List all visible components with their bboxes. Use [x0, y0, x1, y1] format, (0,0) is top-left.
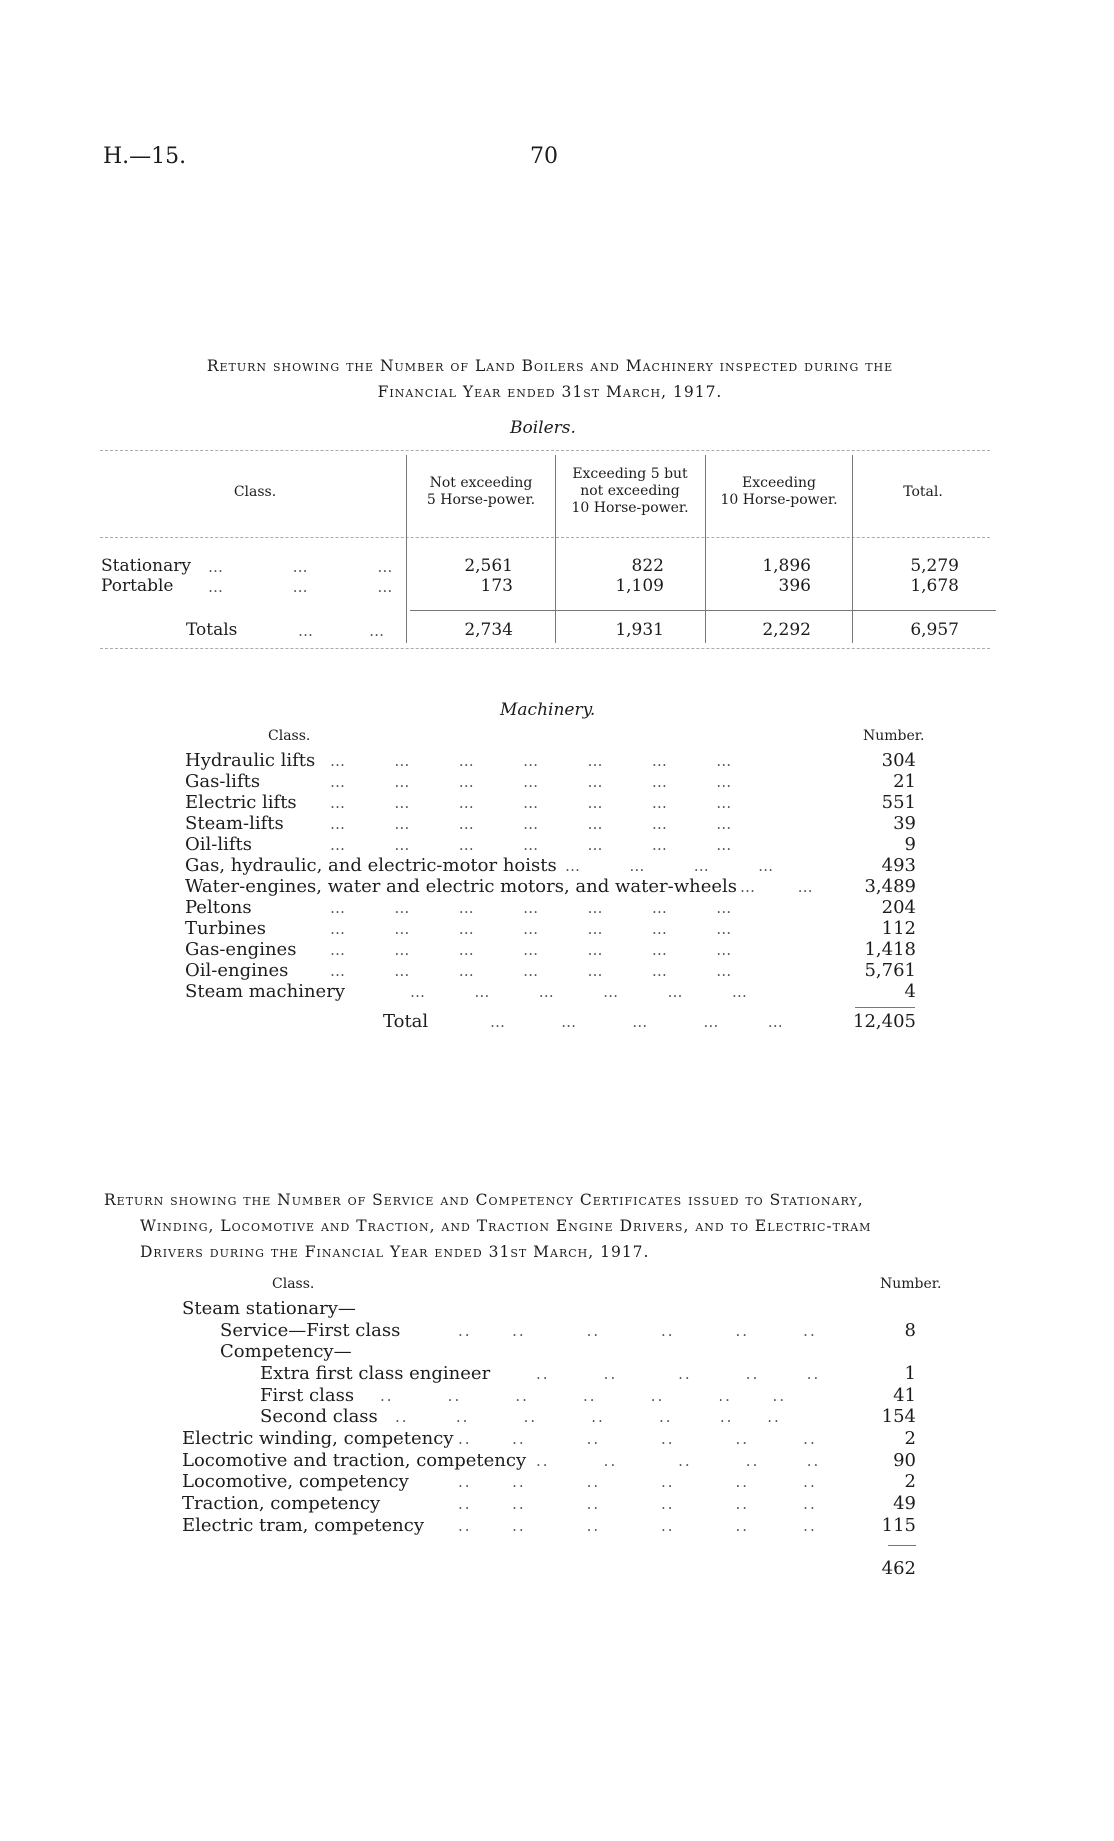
boilers-col-class: Class. — [233, 484, 277, 500]
certificates-total: 462 — [881, 1558, 916, 1579]
boilers-col-exceeding-10hp: Exceeding 10 Horse-power. — [720, 475, 838, 508]
boilers-col-total: Total. — [903, 484, 943, 500]
document-reference: H.—15. — [103, 144, 187, 169]
machinery-number-header: Number. — [863, 728, 925, 744]
boilers-col-not-exceeding-5hp: Not exceeding 5 Horse-power. — [426, 475, 536, 508]
boilers-title-line2: Financial Year ended 31st March, 1917. — [377, 383, 723, 401]
certificates-number-header: Number. — [880, 1276, 942, 1292]
certificates-class-header: Class. — [272, 1276, 315, 1292]
boilers-section-heading: Boilers. — [510, 418, 576, 438]
machinery-section-heading: Machinery. — [500, 700, 596, 720]
machinery-class-header: Class. — [268, 728, 311, 744]
page-number: 70 — [530, 144, 558, 169]
boilers-col-5-to-10hp: Exceeding 5 but not exceeding 10 Horse-power. — [571, 466, 689, 516]
certificates-title-line1: Return showing the Number of Service and Competency Certificates issued to Stationary, — [104, 1191, 864, 1209]
certificates-title-line2: Winding, Locomotive and Traction, and Traction Engine Drivers, and to Electric-tram — [140, 1217, 872, 1235]
certificates-title-line3: Drivers during the Financial Year ended 31st March, 1917. — [140, 1243, 650, 1261]
boilers-title-line1: Return showing the Number of Land Boilers and Machinery inspected during the — [206, 357, 894, 375]
